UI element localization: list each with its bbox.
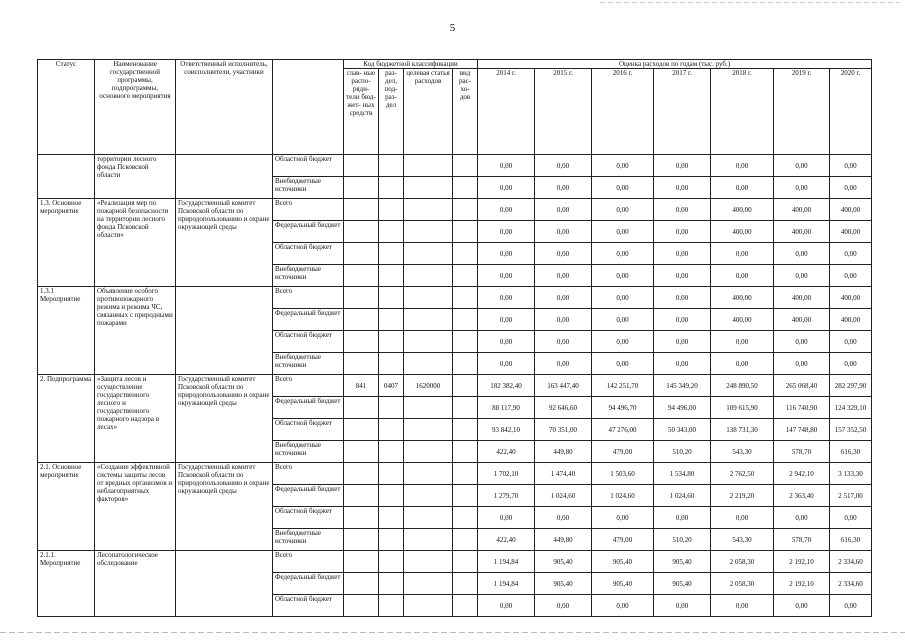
year-amount-cell: 0,00 (478, 221, 535, 243)
bk-type-code (453, 573, 478, 595)
year-amount-cell: 0,00 (535, 221, 592, 243)
year-amount-cell: 1 024,60 (654, 485, 711, 507)
year-amount-cell: 116 740,90 (774, 397, 830, 419)
bk-type-code (453, 441, 478, 463)
bk-target-code (404, 243, 453, 265)
year-amount-cell: 0,00 (592, 199, 654, 221)
year-amount-cell: 88 117,90 (478, 397, 535, 419)
year-amount-cell: 510,20 (654, 441, 711, 463)
bk-target-code (404, 419, 453, 441)
bk-section-code (379, 529, 404, 551)
bk-type-code (453, 155, 478, 177)
bk-main-code (344, 265, 379, 287)
bk-type-code (453, 221, 478, 243)
header-year: 2014 г. (478, 69, 535, 155)
row-funding-source: Внебюджетные источники (273, 353, 344, 375)
row-status: 1.3. Основное мероприятие (38, 199, 95, 287)
year-amount-cell: 0,00 (592, 595, 654, 617)
year-amount-cell: 400,00 (774, 221, 830, 243)
bk-main-code (344, 485, 379, 507)
year-amount-cell: 0,00 (592, 265, 654, 287)
year-amount-cell: 479,00 (592, 529, 654, 551)
year-amount-cell: 1 194,84 (478, 573, 535, 595)
row-funding-source: Внебюджетные источники (273, 529, 344, 551)
bk-target-code (404, 265, 453, 287)
row-program-name: «Реализация мер по пожарной безопасности на территории лесного фонда Псковской области» (95, 199, 176, 287)
row-funding-source: Федеральный бюджет (273, 397, 344, 419)
year-amount-cell: 0,00 (654, 199, 711, 221)
year-amount-cell: 94 496,70 (592, 397, 654, 419)
year-amount-cell: 0,00 (535, 155, 592, 177)
year-amount-cell: 400,00 (711, 309, 774, 331)
year-amount-cell: 1 474,40 (535, 463, 592, 485)
year-amount-cell: 0,00 (592, 309, 654, 331)
year-amount-cell: 400,00 (830, 309, 872, 331)
year-amount-cell: 0,00 (592, 221, 654, 243)
year-amount-cell: 0,00 (478, 287, 535, 309)
year-amount-cell: 0,00 (592, 507, 654, 529)
bk-type-code (453, 485, 478, 507)
year-amount-cell: 163 447,40 (535, 375, 592, 397)
header-bk-type: вид рас- хо- дов (453, 69, 478, 155)
year-amount-cell: 0,00 (654, 155, 711, 177)
year-amount-cell: 124 329,10 (830, 397, 872, 419)
row-funding-source: Федеральный бюджет (273, 573, 344, 595)
bk-main-code (344, 353, 379, 375)
year-amount-cell: 2 363,40 (774, 485, 830, 507)
bk-target-code (404, 331, 453, 353)
bk-section-code (379, 309, 404, 331)
year-amount-cell: 400,00 (830, 221, 872, 243)
bk-target-code (404, 441, 453, 463)
row-funding-source: Внебюджетные источники (273, 441, 344, 463)
bk-main-code (344, 419, 379, 441)
year-amount-cell: 3 133,30 (830, 463, 872, 485)
header-year: 2019 г. (774, 69, 830, 155)
bk-target-code (404, 529, 453, 551)
bk-section-code (379, 397, 404, 419)
year-amount-cell: 0,00 (711, 265, 774, 287)
year-amount-cell: 157 352,50 (830, 419, 872, 441)
row-funding-source: Федеральный бюджет (273, 309, 344, 331)
budget-table (37, 59, 872, 617)
bk-main-code (344, 287, 379, 309)
bk-main-code (344, 199, 379, 221)
bk-target-code (404, 485, 453, 507)
year-amount-cell: 1 024,60 (592, 485, 654, 507)
year-amount-cell: 422,40 (478, 529, 535, 551)
page-number: 5 (449, 22, 456, 34)
year-amount-cell: 0,00 (535, 265, 592, 287)
year-amount-cell: 0,00 (654, 221, 711, 243)
year-amount-cell: 0,00 (592, 331, 654, 353)
year-amount-cell: 0,00 (535, 177, 592, 199)
bk-section-code (379, 265, 404, 287)
year-amount-cell: 0,00 (535, 287, 592, 309)
row-funding-source: Федеральный бюджет (273, 485, 344, 507)
year-amount-cell: 400,00 (774, 199, 830, 221)
header-bk-main: глав- ные распо- ряди- тели бюд- жет- ных средств (344, 69, 379, 155)
row-funding-source: Всего (273, 287, 344, 309)
budget-table-sheet (37, 59, 872, 617)
year-amount-cell: 0,00 (478, 595, 535, 617)
bk-section-code (379, 573, 404, 595)
bk-main-code (344, 595, 379, 617)
table-row (38, 375, 872, 397)
year-amount-cell: 0,00 (654, 507, 711, 529)
year-amount-cell: 0,00 (478, 309, 535, 331)
bk-section-code (379, 441, 404, 463)
year-amount-cell: 0,00 (478, 265, 535, 287)
year-amount-cell: 1 534,80 (654, 463, 711, 485)
year-amount-cell: 0,00 (478, 331, 535, 353)
year-amount-cell: 0,00 (535, 309, 592, 331)
bk-section-code (379, 507, 404, 529)
bk-main-code (344, 551, 379, 573)
year-amount-cell: 282 297,90 (830, 375, 872, 397)
year-amount-cell: 0,00 (654, 243, 711, 265)
bk-target-code (404, 177, 453, 199)
year-amount-cell: 2 058,30 (711, 573, 774, 595)
year-amount-cell: 0,00 (654, 353, 711, 375)
year-amount-cell: 616,30 (830, 529, 872, 551)
bk-main-code (344, 221, 379, 243)
row-funding-source: Внебюджетные источники (273, 265, 344, 287)
year-amount-cell: 2 334,60 (830, 573, 872, 595)
year-amount-cell: 479,00 (592, 441, 654, 463)
row-responsible: Государственный комитет Псковской области по природопользованию и охране окружающей среды (176, 375, 273, 463)
year-amount-cell: 2 058,30 (711, 551, 774, 573)
bk-target-code (404, 397, 453, 419)
year-amount-cell: 0,00 (592, 155, 654, 177)
year-amount-cell: 0,00 (774, 265, 830, 287)
bk-main-code (344, 573, 379, 595)
year-amount-cell: 92 646,60 (535, 397, 592, 419)
year-amount-cell: 0,00 (535, 331, 592, 353)
row-responsible: Государственный комитет Псковской области по природопользованию и охране окружающей среды (176, 199, 273, 287)
bk-main-code (344, 529, 379, 551)
year-amount-cell: 0,00 (711, 595, 774, 617)
year-amount-cell: 905,40 (592, 573, 654, 595)
bk-target-code (404, 463, 453, 485)
year-amount-cell: 0,00 (774, 177, 830, 199)
bk-main-code (344, 243, 379, 265)
bk-section-code (379, 177, 404, 199)
table-row (38, 551, 872, 573)
row-status: 2.1.1. Мероприятие (38, 551, 95, 617)
bk-section-code (379, 243, 404, 265)
year-amount-cell: 94 496,00 (654, 397, 711, 419)
year-amount-cell: 50 343,00 (654, 419, 711, 441)
year-amount-cell: 449,80 (535, 529, 592, 551)
year-amount-cell: 182 382,40 (478, 375, 535, 397)
bk-type-code (453, 507, 478, 529)
year-amount-cell: 0,00 (711, 155, 774, 177)
year-amount-cell: 70 351,00 (535, 419, 592, 441)
row-program-name: Лесопатологическое обследование (95, 551, 176, 617)
bk-target-code (404, 595, 453, 617)
bk-section-code (379, 155, 404, 177)
year-amount-cell: 0,00 (478, 177, 535, 199)
bk-main-code (344, 155, 379, 177)
header-year: 2020 г. (830, 69, 872, 155)
year-amount-cell: 138 731,30 (711, 419, 774, 441)
scan-artifact-top (600, 2, 900, 3)
row-funding-source: Всего (273, 375, 344, 397)
year-amount-cell: 0,00 (535, 199, 592, 221)
header-year: 2017 г. (654, 69, 711, 155)
year-amount-cell: 400,00 (774, 287, 830, 309)
year-amount-cell: 0,00 (830, 331, 872, 353)
bk-type-code (453, 243, 478, 265)
year-amount-cell: 109 615,90 (711, 397, 774, 419)
year-amount-cell: 147 748,80 (774, 419, 830, 441)
year-amount-cell: 578,70 (774, 441, 830, 463)
year-amount-cell: 0,00 (830, 177, 872, 199)
year-amount-cell: 0,00 (830, 265, 872, 287)
row-funding-source: Федеральный бюджет (273, 221, 344, 243)
bk-type-code (453, 309, 478, 331)
year-amount-cell: 1 702,10 (478, 463, 535, 485)
year-amount-cell: 0,00 (774, 595, 830, 617)
bk-type-code (453, 331, 478, 353)
year-amount-cell: 2 192,10 (774, 551, 830, 573)
year-amount-cell: 0,00 (830, 353, 872, 375)
header-name: Наименование государственной программы, подпрограммы, основного мероприятия (95, 60, 176, 155)
row-funding-source: Всего (273, 463, 344, 485)
bk-type-code (453, 265, 478, 287)
bk-type-code (453, 551, 478, 573)
bk-main-code (344, 331, 379, 353)
bk-type-code (453, 287, 478, 309)
bk-target-code (404, 221, 453, 243)
year-amount-cell: 510,20 (654, 529, 711, 551)
year-amount-cell: 0,00 (711, 243, 774, 265)
year-amount-cell: 0,00 (478, 199, 535, 221)
bk-section-code (379, 199, 404, 221)
year-amount-cell: 0,00 (830, 243, 872, 265)
year-amount-cell: 400,00 (774, 309, 830, 331)
year-amount-cell: 2 517,00 (830, 485, 872, 507)
row-funding-source: Областной бюджет (273, 507, 344, 529)
header-bk-target: целевая статья расходов (404, 69, 453, 155)
header-years-group: Оценка расходов по годам (тыс. руб.) (478, 60, 872, 69)
year-amount-cell: 905,40 (592, 551, 654, 573)
year-amount-cell: 0,00 (535, 353, 592, 375)
year-amount-cell: 145 349,20 (654, 375, 711, 397)
year-amount-cell: 0,00 (830, 155, 872, 177)
year-amount-cell: 0,00 (535, 595, 592, 617)
year-amount-cell: 0,00 (654, 177, 711, 199)
year-amount-cell: 0,00 (592, 353, 654, 375)
header-year: 2016 г. (592, 69, 654, 155)
year-amount-cell: 2 334,60 (830, 551, 872, 573)
bk-type-code (453, 419, 478, 441)
bk-section-code (379, 221, 404, 243)
bk-main-code: 841 (344, 375, 379, 397)
year-amount-cell: 2 762,50 (711, 463, 774, 485)
row-program-name: Объявление особого противопожарного режима и режима ЧС, связанных с природными пожарами (95, 287, 176, 375)
year-amount-cell: 0,00 (830, 507, 872, 529)
year-amount-cell: 905,40 (535, 551, 592, 573)
table-row (38, 155, 872, 177)
year-amount-cell: 1 279,70 (478, 485, 535, 507)
year-amount-cell: 400,00 (711, 287, 774, 309)
table-row (38, 199, 872, 221)
bk-main-code (344, 441, 379, 463)
table-row (38, 463, 872, 485)
bk-type-code (453, 397, 478, 419)
year-amount-cell: 0,00 (774, 331, 830, 353)
year-amount-cell: 142 251,70 (592, 375, 654, 397)
row-funding-source: Областной бюджет (273, 595, 344, 617)
year-amount-cell: 0,00 (711, 353, 774, 375)
year-amount-cell: 0,00 (711, 177, 774, 199)
table-row (38, 287, 872, 309)
row-funding-source: Областной бюджет (273, 243, 344, 265)
bk-target-code (404, 155, 453, 177)
bk-target-code (404, 507, 453, 529)
bk-target-code: 1620000 (404, 375, 453, 397)
year-amount-cell: 0,00 (774, 243, 830, 265)
bk-main-code (344, 309, 379, 331)
header-status: Статус (38, 60, 95, 155)
year-amount-cell: 0,00 (654, 265, 711, 287)
year-amount-cell: 1 024,60 (535, 485, 592, 507)
year-amount-cell: 2 219,20 (711, 485, 774, 507)
header-bk-group: Код бюджетной классификации (344, 60, 478, 69)
table-body (38, 155, 872, 617)
bk-section-code (379, 551, 404, 573)
row-responsible (176, 287, 273, 375)
bk-target-code (404, 551, 453, 573)
year-amount-cell: 400,00 (711, 199, 774, 221)
row-funding-source: Областной бюджет (273, 419, 344, 441)
year-amount-cell: 0,00 (592, 177, 654, 199)
year-amount-cell: 905,40 (654, 551, 711, 573)
bk-section-code: 0407 (379, 375, 404, 397)
bk-main-code (344, 397, 379, 419)
bk-target-code (404, 287, 453, 309)
year-amount-cell: 0,00 (592, 287, 654, 309)
header-source-blank (273, 60, 344, 155)
year-amount-cell: 543,30 (711, 529, 774, 551)
bk-type-code (453, 177, 478, 199)
year-amount-cell: 422,40 (478, 441, 535, 463)
row-funding-source: Внебюджетные источники (273, 177, 344, 199)
year-amount-cell: 2 942,10 (774, 463, 830, 485)
year-amount-cell: 0,00 (478, 507, 535, 529)
bk-target-code (404, 573, 453, 595)
year-amount-cell: 2 192,10 (774, 573, 830, 595)
year-amount-cell: 1 194,84 (478, 551, 535, 573)
bk-type-code (453, 375, 478, 397)
year-amount-cell: 449,80 (535, 441, 592, 463)
year-amount-cell: 0,00 (478, 155, 535, 177)
year-amount-cell: 0,00 (654, 309, 711, 331)
year-amount-cell: 905,40 (654, 573, 711, 595)
year-amount-cell: 0,00 (478, 353, 535, 375)
row-funding-source: Областной бюджет (273, 155, 344, 177)
bk-main-code (344, 177, 379, 199)
year-amount-cell: 93 842,10 (478, 419, 535, 441)
year-amount-cell: 265 068,40 (774, 375, 830, 397)
row-funding-source: Областной бюджет (273, 331, 344, 353)
row-responsible (176, 155, 273, 199)
bk-section-code (379, 331, 404, 353)
scan-artifact-bottom (0, 632, 905, 633)
bk-main-code (344, 507, 379, 529)
year-amount-cell: 400,00 (830, 287, 872, 309)
bk-main-code (344, 463, 379, 485)
year-amount-cell: 0,00 (654, 331, 711, 353)
year-amount-cell: 0,00 (830, 595, 872, 617)
row-status: 2. Подпрограмма (38, 375, 95, 463)
bk-section-code (379, 595, 404, 617)
row-program-name: «Создание эффективной системы защиты лесов от вредных организмов и неблагоприятных факторов» (95, 463, 176, 551)
year-amount-cell: 0,00 (654, 595, 711, 617)
year-amount-cell: 578,70 (774, 529, 830, 551)
row-funding-source: Всего (273, 551, 344, 573)
header-year: 2018 г. (711, 69, 774, 155)
row-status: 1.3.1 Мероприятие (38, 287, 95, 375)
header-year: 2015 г. (535, 69, 592, 155)
bk-target-code (404, 309, 453, 331)
row-status (38, 155, 95, 199)
bk-section-code (379, 463, 404, 485)
year-amount-cell: 0,00 (535, 243, 592, 265)
bk-type-code (453, 199, 478, 221)
bk-type-code (453, 463, 478, 485)
row-status: 2.1. Основное мероприятие (38, 463, 95, 551)
year-amount-cell: 248 890,50 (711, 375, 774, 397)
year-amount-cell: 905,40 (535, 573, 592, 595)
year-amount-cell: 0,00 (535, 507, 592, 529)
bk-section-code (379, 485, 404, 507)
row-responsible: Государственный комитет Псковской области по природопользованию и охране окружающей среды (176, 463, 273, 551)
bk-section-code (379, 419, 404, 441)
row-program-name: территории лесного фонда Псковской области (95, 155, 176, 199)
header-responsible: Ответственный исполнитель, соисполнители, участники (176, 60, 273, 155)
header-bk-section: раз- дел, под- раз- дел (379, 69, 404, 155)
year-amount-cell: 400,00 (830, 199, 872, 221)
year-amount-cell: 616,30 (830, 441, 872, 463)
bk-type-code (453, 529, 478, 551)
bk-section-code (379, 353, 404, 375)
bk-type-code (453, 353, 478, 375)
year-amount-cell: 0,00 (774, 353, 830, 375)
year-amount-cell: 1 503,60 (592, 463, 654, 485)
year-amount-cell: 0,00 (774, 155, 830, 177)
year-amount-cell: 0,00 (592, 243, 654, 265)
row-funding-source: Всего (273, 199, 344, 221)
bk-section-code (379, 287, 404, 309)
row-program-name: «Защита лесов и осуществление государственного лесного и государственного пожарного надзора в лесах» (95, 375, 176, 463)
bk-type-code (453, 595, 478, 617)
year-amount-cell: 0,00 (654, 287, 711, 309)
year-amount-cell: 0,00 (478, 243, 535, 265)
row-responsible (176, 551, 273, 617)
bk-target-code (404, 199, 453, 221)
year-amount-cell: 0,00 (774, 507, 830, 529)
year-amount-cell: 0,00 (711, 331, 774, 353)
year-amount-cell: 47 276,00 (592, 419, 654, 441)
year-amount-cell: 0,00 (711, 507, 774, 529)
year-amount-cell: 543,30 (711, 441, 774, 463)
bk-target-code (404, 353, 453, 375)
year-amount-cell: 400,00 (711, 221, 774, 243)
